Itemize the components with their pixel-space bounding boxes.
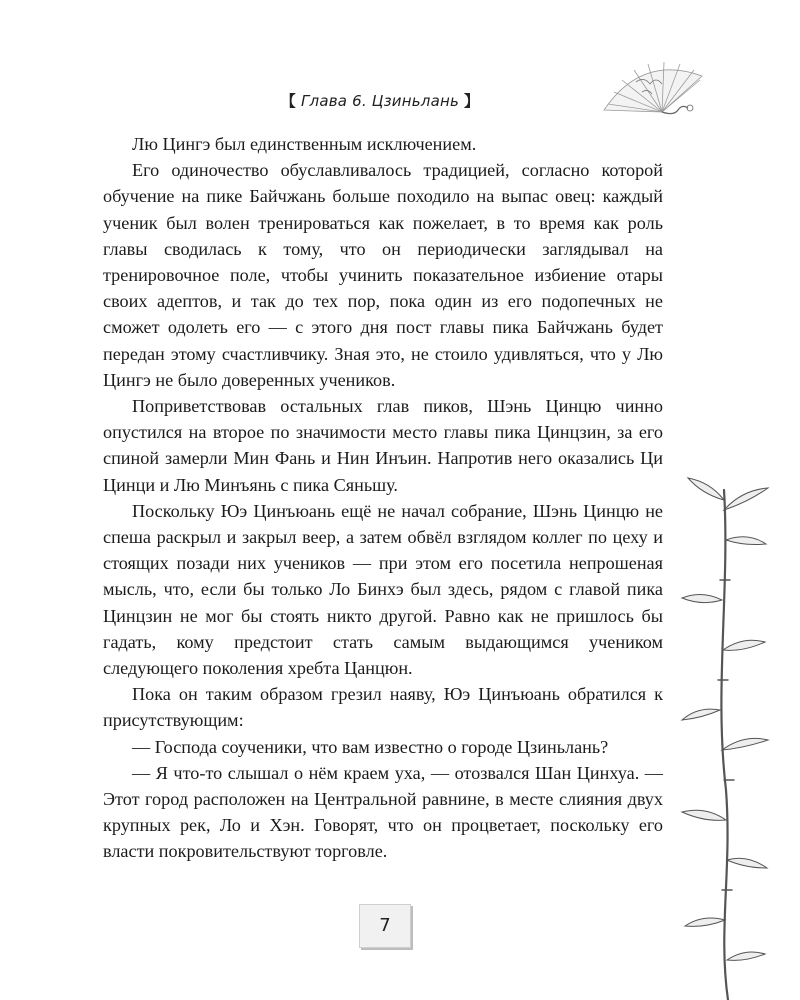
paragraph: Пока он таким образом грезил наяву, Юэ Цинъюань обратился к присутствующим:: [103, 684, 663, 731]
paragraph: — Господа соученики, что вам известно о городе Цзиньлань?: [132, 736, 609, 757]
body-text: [103, 131, 663, 865]
paragraph: Лю Цингэ был единственным исключением.: [132, 134, 477, 154]
paragraph: — Я что-то слышал о нём краем уха, — отозвался Шан Цинхуа. — Этот город расположен на Центральной равнине, в месте слияния двух крупных рек, Ло и Хэн. Говорят, что он процветает, поскольку его власти покровительствуют торговле.: [103, 762, 663, 862]
header-bracket-right: 】: [464, 92, 480, 110]
chapter-title: Глава 6. Цзиньлань: [300, 92, 460, 110]
folding-fan-illustration: [596, 52, 716, 124]
running-header: [190, 90, 570, 111]
paragraph: Его одиночество обуславливалось традицией, согласно которой обучение на пике Байчжань больше походило на выпас овец: каждый ученик был волен тренироваться как пожелает, в то время как роль главы сводилась к тому, что он периодически заглядывал на тренировочное поле, чтобы учинить показательное избиение отары своих адептов, и так до тех пор, пока один из его подопечных не сможет одолеть его — с этого дня пост главы пика Байчжань будет передан этому счастливчику. Зная это, не стоило удивляться, что у Лю Цингэ не было доверенных учеников.: [103, 160, 663, 390]
header-bracket-left: 【: [280, 92, 296, 110]
page-number: 7: [359, 904, 411, 948]
paragraph: Поприветствовав остальных глав пиков, Шэнь Цинцю чинно опустился на второе по значимости место главы пика Цинцзин, за его спиной замерли Мин Фань и Нин Инъин. Напротив него оказались Ци Цинци и Лю Минъянь с пика Сяньшу.: [103, 396, 663, 495]
paragraph: Поскольку Юэ Цинъюань ещё не начал собрание, Шэнь Цинцю не спеша раскрыл и закрыл веер, а затем обвёл взглядом коллег по цеху и стоящих позади них учеников — при этом его посетила непрошеная мысль, что, если бы только Ло Бинхэ был здесь, рядом с главой пика Цинцзин не мог бы стоять никто другой. Равно как не пришлось бы гадать, кому предстоит стать самым выдающимся учеником следующего поколения хребта Цанцюн.: [103, 500, 663, 679]
bamboo-branch-illustration: [670, 470, 780, 1000]
